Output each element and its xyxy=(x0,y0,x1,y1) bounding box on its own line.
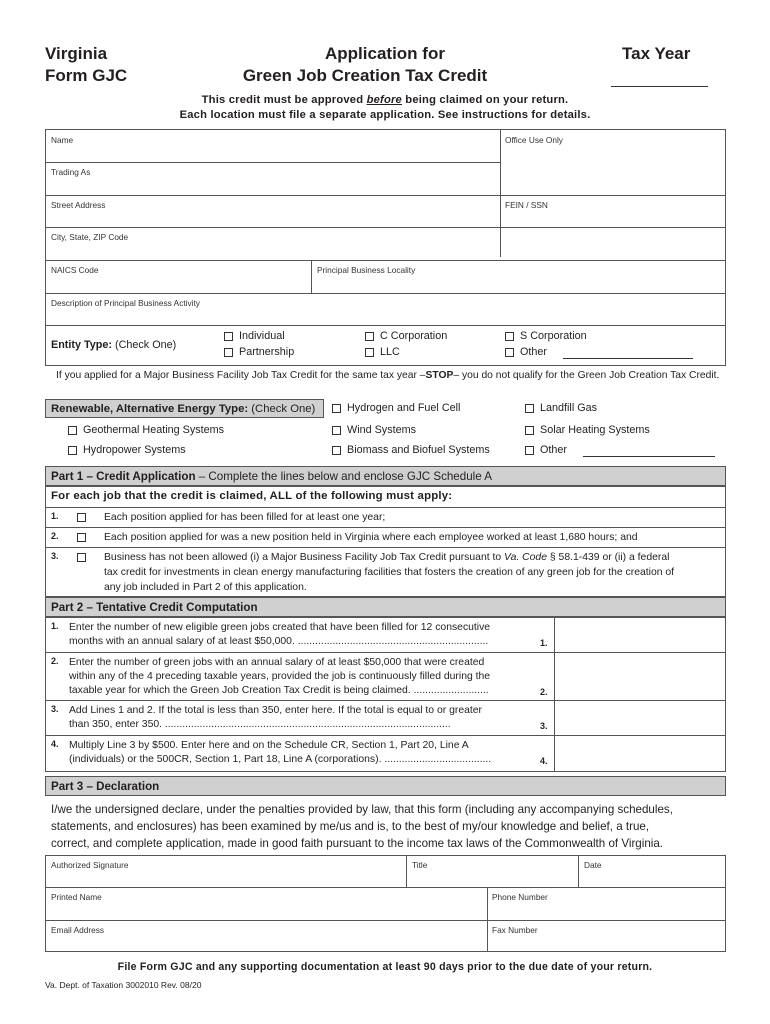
checkbox-icon xyxy=(365,332,374,341)
part1-item2-num: 2. xyxy=(51,531,59,541)
form-title-line2: Green Job Creation Tax Credit xyxy=(242,66,488,85)
fax-number-field[interactable]: Fax Number xyxy=(492,925,538,935)
checkbox-icon xyxy=(365,348,374,357)
checkbox-icon xyxy=(224,332,233,341)
city-state-zip-field[interactable]: City, State, ZIP Code xyxy=(51,232,129,242)
part2-line1-text: Enter the number of new eligible green jobs created that have been filled for 12 consecutive xyxy=(69,622,491,633)
energy-wind-checkbox[interactable]: Wind Systems xyxy=(332,424,416,436)
part2-line2-text3: taxable year for which the Green Job Creation Tax Credit is being claimed. .......................... xyxy=(69,685,489,696)
entity-partnership-checkbox[interactable]: Partnership xyxy=(224,346,294,358)
office-use-label: Office Use Only xyxy=(505,135,563,145)
part1-item1-num: 1. xyxy=(51,511,59,521)
trading-as-field[interactable]: Trading As xyxy=(51,167,91,177)
business-locality-field[interactable]: Principal Business Locality xyxy=(317,265,416,275)
part2-line4-ref: 4. xyxy=(540,756,548,766)
checkbox-icon xyxy=(332,404,341,413)
part2-line2-text: Enter the number of green jobs with an annual salary of at least $50,000 that were created xyxy=(69,657,485,668)
business-activity-field[interactable]: Description of Principal Business Activity xyxy=(51,298,200,308)
energy-hydropower-checkbox[interactable]: Hydropower Systems xyxy=(68,444,186,456)
state-label: Virginia xyxy=(45,44,108,63)
energy-hydrogen-checkbox[interactable]: Hydrogen and Fuel Cell xyxy=(332,402,460,414)
part1-item1-text: Each position applied for has been filled for at least one year; xyxy=(104,512,386,523)
part1-item3-text-line2: tax credit for investments in clean energy manufacturing facilities that fosters the creation of any green job for the creation of xyxy=(104,567,675,578)
approval-notice: This credit must be approved before being claimed on your return. xyxy=(201,94,569,106)
signature-block xyxy=(45,855,726,952)
checkbox-icon xyxy=(68,446,77,455)
checkbox-icon xyxy=(332,426,341,435)
entity-s-corp-checkbox[interactable]: S Corporation xyxy=(505,330,587,342)
part2-line1-text2: months with an annual salary of at least $50,000. .................................................................. xyxy=(69,636,489,647)
part2-line2-text2: within any of the 4 preceding taxable years, provided the job is continuously filled during the xyxy=(69,671,491,682)
part2-line4-num: 4. xyxy=(51,739,59,749)
part1-item1-checkbox[interactable] xyxy=(77,513,86,522)
declaration-text: I/we the undersigned declare, under the penalties provided by law, that this form (including any accompanying schedules, statements, and enclosures) has been examined by me/us and is, to the best of my/our knowledge and belief, a true, correct, and complete application, made in good faith pursuant to the income tax laws of the Commonwealth of Virginia. xyxy=(51,803,673,850)
energy-landfill-checkbox[interactable]: Landfill Gas xyxy=(525,402,597,414)
part2-line1-ref: 1. xyxy=(540,638,548,648)
part2-line3-ref: 3. xyxy=(540,721,548,731)
part1-requirement-heading: For each job that the credit is claimed, ALL of the following must apply: xyxy=(51,490,453,502)
phone-number-field[interactable]: Phone Number xyxy=(492,892,548,902)
part2-line2-input[interactable] xyxy=(555,653,725,700)
email-address-field[interactable]: Email Address xyxy=(51,925,105,935)
part1-item3-num: 3. xyxy=(51,551,59,561)
part2-line3-text2: than 350, enter 350. ................................................................................................... xyxy=(69,719,451,730)
energy-geothermal-checkbox[interactable]: Geothermal Heating Systems xyxy=(68,424,224,436)
part2-line4-text: Multiply Line 3 by $500. Enter here and on the Schedule CR, Section 1, Part 20, Line A xyxy=(69,740,469,751)
part2-line4-input[interactable] xyxy=(555,736,725,772)
part2-line1-num: 1. xyxy=(51,621,59,631)
department-footer: Va. Dept. of Taxation 3002010 Rev. 08/20 xyxy=(45,980,202,990)
part2-line2-num: 2. xyxy=(51,656,59,666)
part1-item3-text: Business has not been allowed (i) a Major Business Facility Job Tax Credit pursuant to Va. Code § 58.1-439 or (ii) a federal xyxy=(104,552,670,563)
title-field[interactable]: Title xyxy=(412,860,428,870)
part2-line3-num: 3. xyxy=(51,704,59,714)
checkbox-icon xyxy=(525,446,534,455)
part2-line3-input[interactable] xyxy=(555,701,725,735)
part2-line2-ref: 2. xyxy=(540,687,548,697)
part1-item3-checkbox[interactable] xyxy=(77,553,86,562)
entity-other-checkbox[interactable]: Other xyxy=(505,346,547,358)
entity-other-field[interactable] xyxy=(563,358,693,359)
part1-item2-checkbox[interactable] xyxy=(77,533,86,542)
part2-line4-text2: (individuals) or the 500CR, Section 1, Part 18, Line A (corporations). ..................................... xyxy=(69,754,492,765)
part2-line1-input[interactable] xyxy=(555,618,725,652)
tax-year-label: Tax Year xyxy=(622,44,691,63)
mbf-stop-notice: If you applied for a Major Business Facility Job Tax Credit for the same tax year –STOP– you do not qualify for the Green Job Creation Tax Credit. xyxy=(56,370,720,381)
printed-name-field[interactable]: Printed Name xyxy=(51,892,102,902)
part1-item2-text: Each position applied for was a new position held in Virginia where each employee worked at least 1,680 hours; and xyxy=(104,532,638,543)
tax-year-field[interactable] xyxy=(611,86,708,87)
entity-c-corp-checkbox[interactable]: C Corporation xyxy=(365,330,447,342)
part2-header: Part 2 – Tentative Credit Computation xyxy=(45,597,726,617)
authorized-signature-field[interactable]: Authorized Signature xyxy=(51,860,129,870)
form-label: Form GJC xyxy=(45,66,128,85)
energy-other-field[interactable] xyxy=(583,456,715,457)
naics-code-field[interactable]: NAICS Code xyxy=(51,265,99,275)
checkbox-icon xyxy=(525,426,534,435)
date-field[interactable]: Date xyxy=(584,860,602,870)
part3-header: Part 3 – Declaration xyxy=(45,776,726,796)
checkbox-icon xyxy=(525,404,534,413)
entity-type-label: Entity Type: (Check One) xyxy=(51,339,177,351)
energy-biomass-checkbox[interactable]: Biomass and Biofuel Systems xyxy=(332,444,490,456)
checkbox-icon xyxy=(224,348,233,357)
energy-solar-checkbox[interactable]: Solar Heating Systems xyxy=(525,424,650,436)
part2-line3-text: Add Lines 1 and 2. If the total is less than 350, enter here. If the total is equal to or greater xyxy=(69,705,482,716)
filing-deadline-notice: File Form GJC and any supporting documentation at least 90 days prior to the due date of your return. xyxy=(117,961,653,973)
part1-header: Part 1 – Credit Application – Complete the lines below and enclose GJC Schedule A xyxy=(45,466,726,486)
checkbox-icon xyxy=(332,446,341,455)
checkbox-icon xyxy=(505,348,514,357)
energy-type-label: Renewable, Alternative Energy Type: (Check One) xyxy=(45,399,324,418)
fein-ssn-field[interactable]: FEIN / SSN xyxy=(505,200,548,210)
street-address-field[interactable]: Street Address xyxy=(51,200,106,210)
entity-individual-checkbox[interactable]: Individual xyxy=(224,330,285,342)
energy-other-checkbox[interactable]: Other xyxy=(525,444,567,456)
checkbox-icon xyxy=(68,426,77,435)
location-notice: Each location must file a separate application. See instructions for details. xyxy=(179,109,591,121)
part1-item3-text-line3: any job included in Part 2 of this application. xyxy=(104,582,307,593)
entity-llc-checkbox[interactable]: LLC xyxy=(365,346,400,358)
name-field[interactable]: Name xyxy=(51,135,74,145)
checkbox-icon xyxy=(505,332,514,341)
form-title-line1: Application for xyxy=(325,44,445,63)
